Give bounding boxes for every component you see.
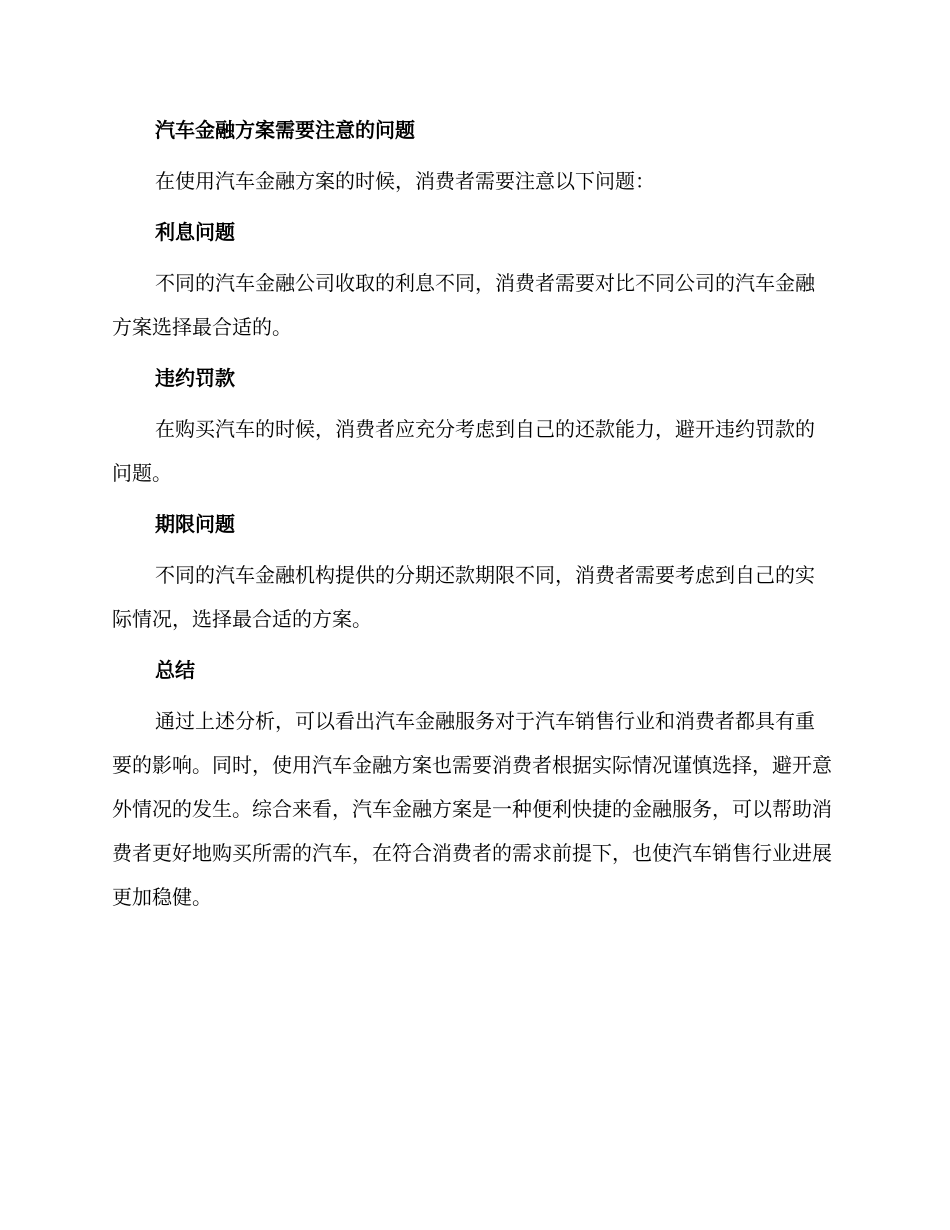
intro-paragraph: 在使用汽车金融方案的时候，消费者需要注意以下问题： [155, 169, 655, 193]
section-heading-interest: 利息问题 [155, 220, 235, 244]
section-heading-penalty: 违约罚款 [155, 366, 235, 390]
section-heading-summary: 总结 [155, 658, 195, 682]
document-page [112, 112, 832, 919]
document-title: 汽车金融方案需要注意的问题 [155, 118, 415, 142]
section-heading-term: 期限问题 [155, 512, 235, 536]
section-body-summary: 通过上述分析，可以看出汽车金融服务对于汽车销售行业和消费者都具有重要的影响。同时，使用汽车金融方案也需要消费者根据实际情况谨慎选择，避开意外情况的发生。综合来看，汽车金融方案是一种便利快捷的金融服务，可以帮助消费者更好地购买所需的汽车，在符合消费者的需求前提下，也使汽车销售行业进展更加稳健。 [112, 709, 832, 909]
section-body-penalty: 在购买汽车的时候，消费者应充分考虑到自己的还款能力，避开违约罚款的问题。 [112, 417, 815, 485]
section-body-interest: 不同的汽车金融公司收取的利息不同，消费者需要对比不同公司的汽车金融方案选择最合适的。 [112, 271, 815, 339]
section-body-term: 不同的汽车金融机构提供的分期还款期限不同，消费者需要考虑到自己的实际情况，选择最合适的方案。 [112, 563, 815, 631]
